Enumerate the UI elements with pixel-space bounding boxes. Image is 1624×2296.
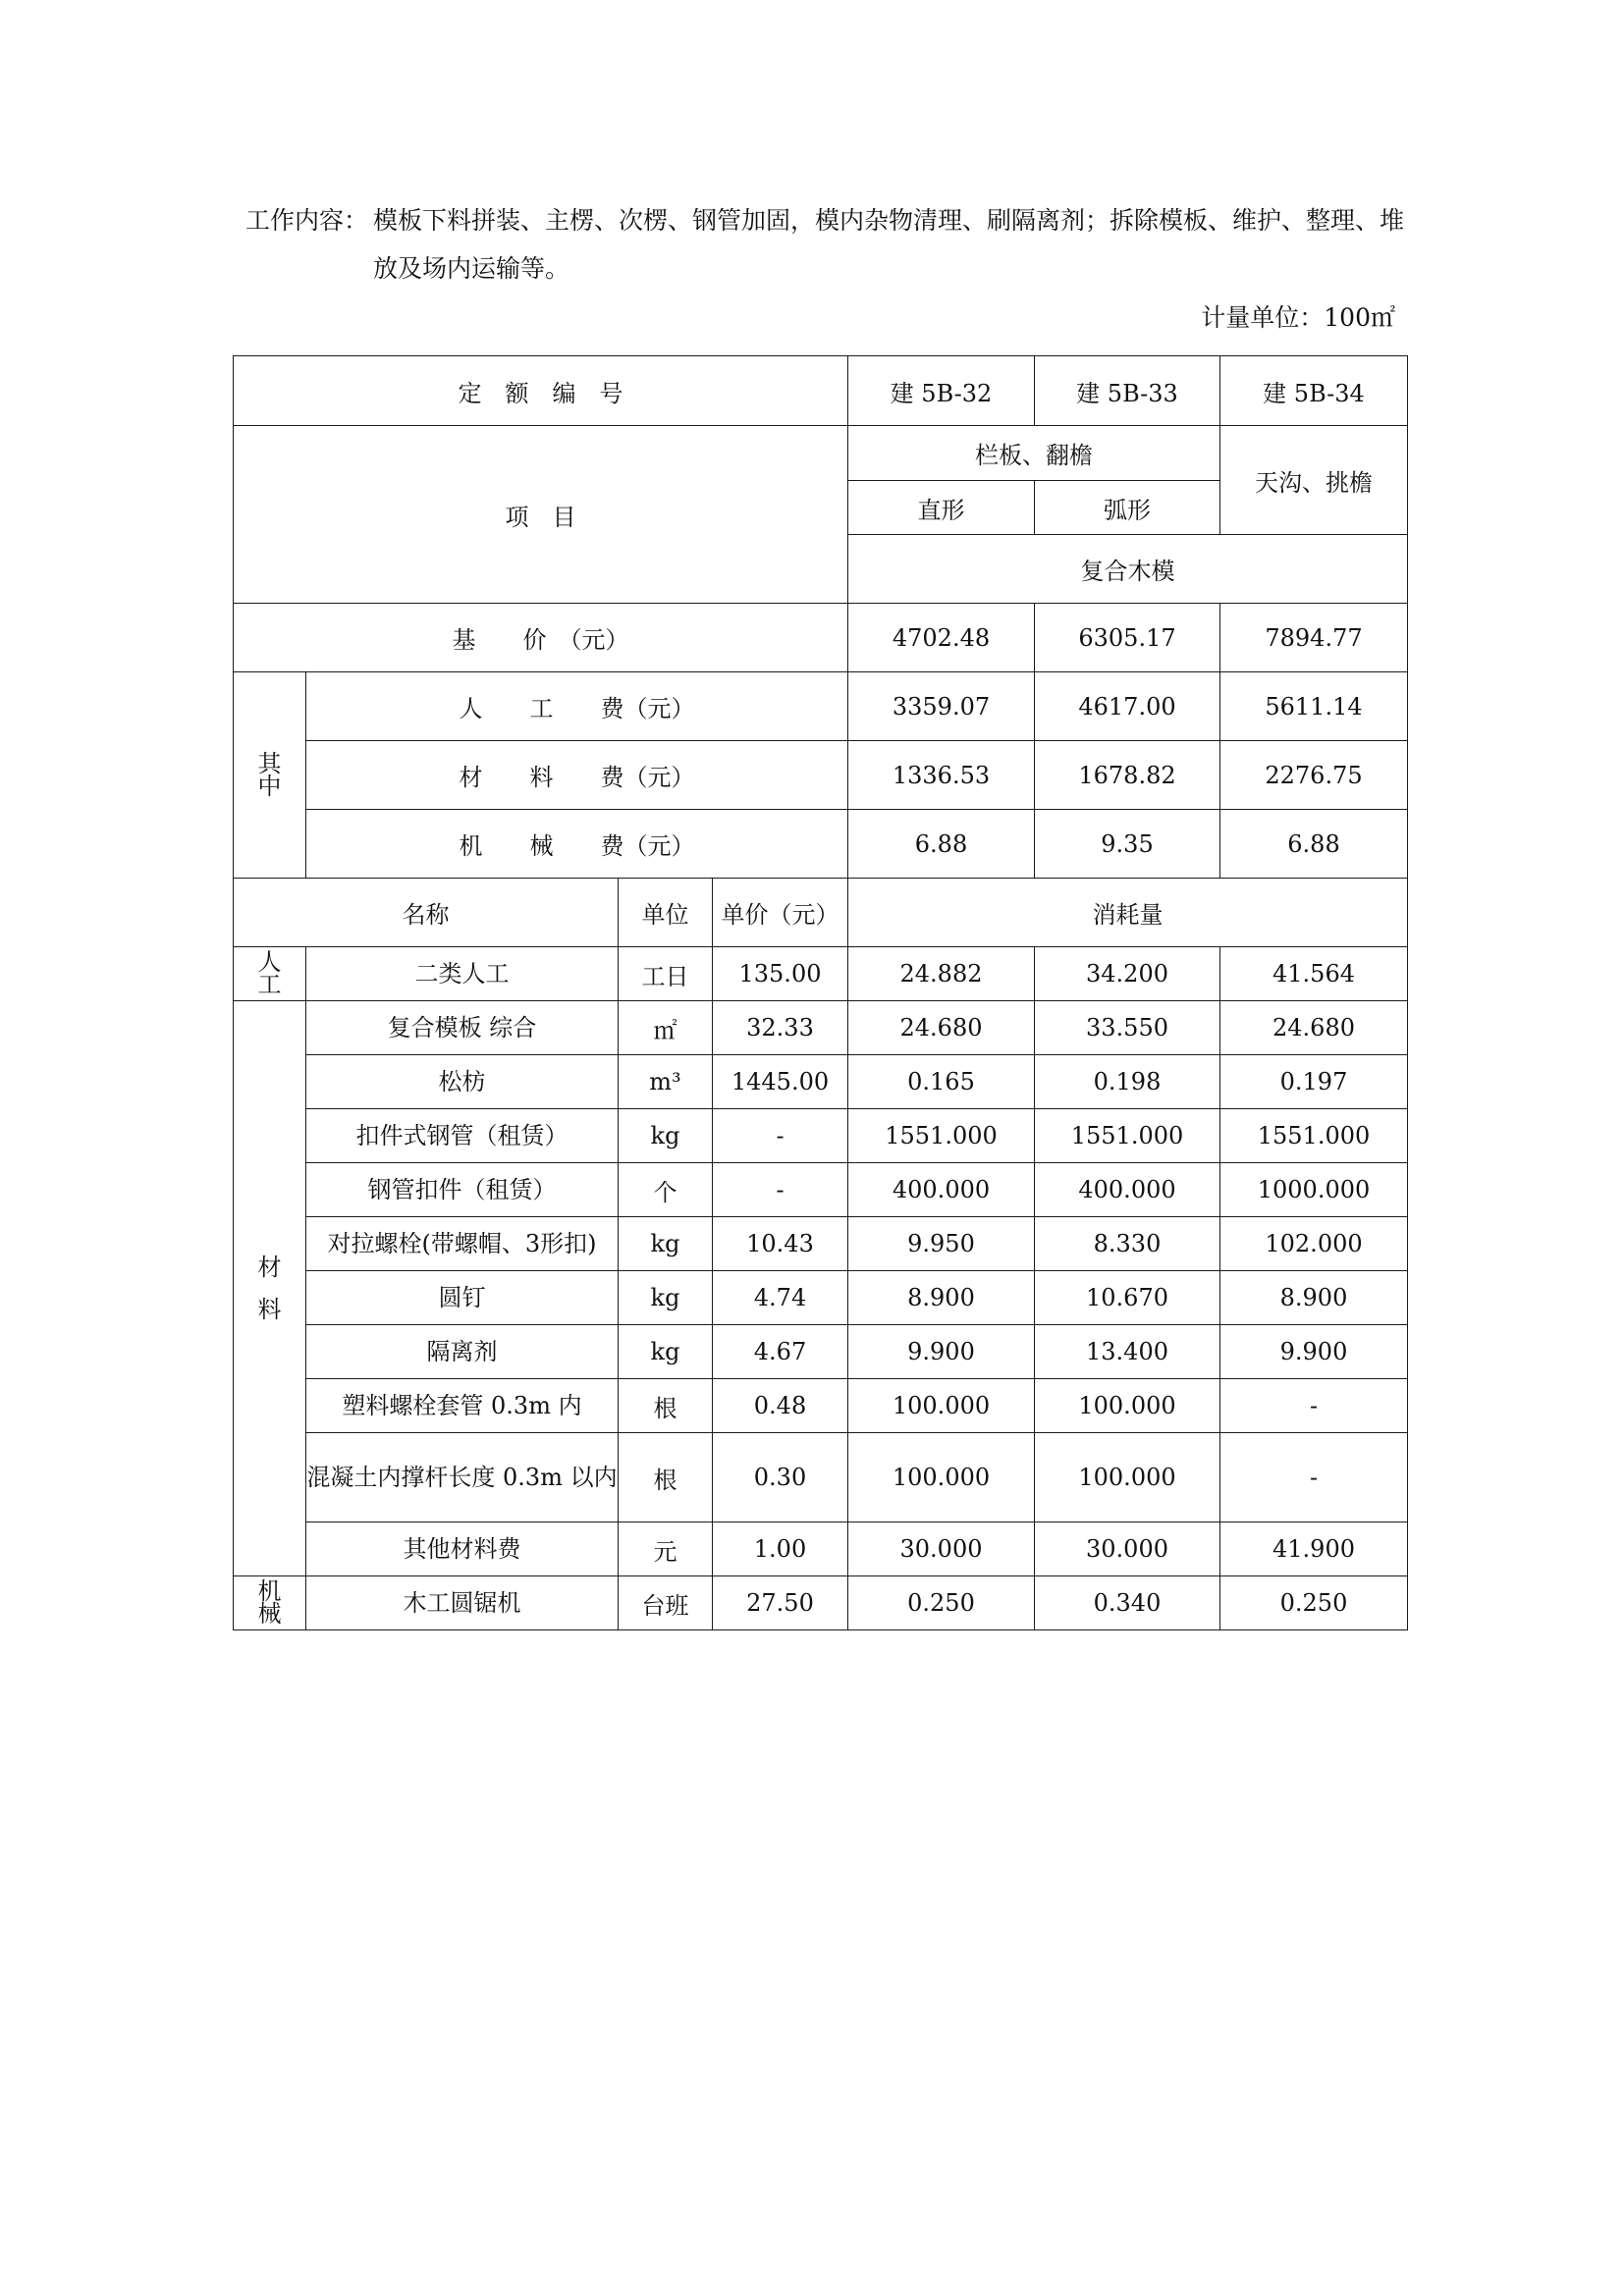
cost-value: 1678.82 xyxy=(1035,741,1220,810)
material-row xyxy=(234,1325,1408,1379)
cost-label: 材 料 费（元） xyxy=(306,741,848,810)
consumption-value: 1000.000 xyxy=(1220,1163,1408,1217)
cost-label: 机 械 费（元） xyxy=(306,810,848,879)
resource-price: 4.67 xyxy=(713,1325,848,1379)
consumption-value: 0.340 xyxy=(1035,1576,1220,1630)
consumption-value: 1551.000 xyxy=(848,1109,1035,1163)
resource-price: 27.50 xyxy=(713,1576,848,1630)
work-content-text: 模板下料拼装、主楞、次楞、钢管加固，模内杂物清理、刷隔离剂；拆除模板、维护、整理、堆放及场内运输等。 xyxy=(373,206,1405,283)
resource-unit: 个 xyxy=(619,1163,713,1217)
resource-price: 1445.00 xyxy=(713,1055,848,1109)
consumption-value: 33.550 xyxy=(1035,1001,1220,1055)
consumption-value: 102.000 xyxy=(1220,1217,1408,1271)
resource-price: 10.43 xyxy=(713,1217,848,1271)
cost-value: 9.35 xyxy=(1035,810,1220,879)
consumption-value: 9.950 xyxy=(848,1217,1035,1271)
consumption-value: 30.000 xyxy=(1035,1522,1220,1576)
consumption-value: 24.882 xyxy=(848,947,1035,1001)
resource-name: 隔离剂 xyxy=(306,1325,619,1379)
name-header: 名称 xyxy=(234,879,619,947)
resource-unit: 工日 xyxy=(619,947,713,1001)
base-price-value: 4702.48 xyxy=(848,604,1035,672)
resource-price: 135.00 xyxy=(713,947,848,1001)
labor-cost-row xyxy=(234,672,1408,741)
resource-name: 复合模板 综合 xyxy=(306,1001,619,1055)
consumption-value: 0.250 xyxy=(848,1576,1035,1630)
resource-name: 其他材料费 xyxy=(306,1522,619,1576)
cost-value: 6.88 xyxy=(848,810,1035,879)
cost-value: 4617.00 xyxy=(1035,672,1220,741)
material-row xyxy=(234,1055,1408,1109)
labor-category: 人 工 xyxy=(234,947,306,1001)
resource-name: 松枋 xyxy=(306,1055,619,1109)
resource-unit: kg xyxy=(619,1217,713,1271)
consumption-value: 100.000 xyxy=(848,1379,1035,1433)
material-row xyxy=(234,1109,1408,1163)
cost-value: 5611.14 xyxy=(1220,672,1408,741)
resource-name: 对拉螺栓(带螺帽、3形扣) xyxy=(306,1217,619,1271)
consumption-value: 1551.000 xyxy=(1035,1109,1220,1163)
work-content-label: 工作内容： xyxy=(245,206,369,235)
among-label: 其 中 xyxy=(234,672,306,879)
consumption-value: 0.197 xyxy=(1220,1055,1408,1109)
consumption-value: 24.680 xyxy=(1220,1001,1408,1055)
consumption-value: - xyxy=(1220,1379,1408,1433)
resource-price: 32.33 xyxy=(713,1001,848,1055)
base-price-label: 基 价 （元） xyxy=(234,604,848,672)
item-header-row xyxy=(234,426,1408,481)
group-header-parapet: 栏板、翻檐 xyxy=(848,426,1220,481)
resource-name: 扣件式钢管（租赁） xyxy=(306,1109,619,1163)
consumption-header: 消耗量 xyxy=(848,879,1408,947)
measurement-unit: 计量单位：100㎡ xyxy=(1201,303,1395,332)
resource-name: 钢管扣件（租赁） xyxy=(306,1163,619,1217)
resource-price: - xyxy=(713,1163,848,1217)
material-row xyxy=(234,1163,1408,1217)
base-price-value: 7894.77 xyxy=(1220,604,1408,672)
consumption-value: 8.900 xyxy=(1220,1271,1408,1325)
resource-price: 4.74 xyxy=(713,1271,848,1325)
machine-row xyxy=(234,1576,1408,1630)
base-price-value: 6305.17 xyxy=(1035,604,1220,672)
resource-name: 圆钉 xyxy=(306,1271,619,1325)
resource-unit: kg xyxy=(619,1325,713,1379)
resource-unit: 元 xyxy=(619,1522,713,1576)
resource-price: 1.00 xyxy=(713,1522,848,1576)
material-category: 材 料 xyxy=(234,1001,306,1576)
cost-value: 1336.53 xyxy=(848,741,1035,810)
consumption-value: 41.564 xyxy=(1220,947,1408,1001)
material-row xyxy=(234,1271,1408,1325)
resource-name: 塑料螺栓套管 0.3m 内 xyxy=(306,1379,619,1433)
quota-code-row xyxy=(234,356,1408,426)
resource-unit: m³ xyxy=(619,1055,713,1109)
subtype-arc: 弧形 xyxy=(1035,481,1220,535)
resource-unit: 根 xyxy=(619,1433,713,1522)
resource-unit: 根 xyxy=(619,1379,713,1433)
consumption-value: 13.400 xyxy=(1035,1325,1220,1379)
material-row xyxy=(234,1433,1408,1522)
unit-header: 单位 xyxy=(619,879,713,947)
material-row xyxy=(234,1522,1408,1576)
cost-value: 6.88 xyxy=(1220,810,1408,879)
consumption-value: 100.000 xyxy=(1035,1433,1220,1522)
consumption-value: - xyxy=(1220,1433,1408,1522)
consumption-value: 100.000 xyxy=(1035,1379,1220,1433)
consumption-value: 0.198 xyxy=(1035,1055,1220,1109)
cost-value: 3359.07 xyxy=(848,672,1035,741)
consumption-value: 0.250 xyxy=(1220,1576,1408,1630)
quota-code: 建 5B-32 xyxy=(848,356,1035,426)
machine-category: 机 械 xyxy=(234,1576,306,1630)
material-row xyxy=(234,1001,1408,1055)
cost-label: 人 工 费（元） xyxy=(306,672,848,741)
material-row xyxy=(234,1379,1408,1433)
resource-name: 二类人工 xyxy=(306,947,619,1001)
quota-code: 建 5B-34 xyxy=(1220,356,1408,426)
material-row xyxy=(234,1217,1408,1271)
resource-unit: kg xyxy=(619,1271,713,1325)
quota-table xyxy=(233,355,1408,1630)
consumption-value: 8.900 xyxy=(848,1271,1035,1325)
consumption-value: 9.900 xyxy=(848,1325,1035,1379)
resource-price: 0.48 xyxy=(713,1379,848,1433)
resource-unit: kg xyxy=(619,1109,713,1163)
consumption-value: 24.680 xyxy=(848,1001,1035,1055)
consumption-value: 400.000 xyxy=(1035,1163,1220,1217)
consumption-value: 8.330 xyxy=(1035,1217,1220,1271)
consumption-value: 34.200 xyxy=(1035,947,1220,1001)
base-price-row xyxy=(234,604,1408,672)
resource-name: 木工圆锯机 xyxy=(306,1576,619,1630)
resource-unit: ㎡ xyxy=(619,1001,713,1055)
resource-price: 0.30 xyxy=(713,1433,848,1522)
cost-value: 2276.75 xyxy=(1220,741,1408,810)
machine-cost-row xyxy=(234,810,1408,879)
consumption-value: 10.670 xyxy=(1035,1271,1220,1325)
group-header-gutter: 天沟、挑檐 xyxy=(1220,426,1408,535)
price-header: 单价（元） xyxy=(713,879,848,947)
consumption-value: 41.900 xyxy=(1220,1522,1408,1576)
consumption-value: 400.000 xyxy=(848,1163,1035,1217)
subtype-straight: 直形 xyxy=(848,481,1035,535)
formwork-type: 复合木模 xyxy=(848,535,1408,604)
item-label: 项 目 xyxy=(234,426,848,604)
labor-row xyxy=(234,947,1408,1001)
quota-code-label: 定 额 编 号 xyxy=(234,356,848,426)
resource-price: - xyxy=(713,1109,848,1163)
consumption-value: 1551.000 xyxy=(1220,1109,1408,1163)
quota-code: 建 5B-33 xyxy=(1035,356,1220,426)
consumption-value: 100.000 xyxy=(848,1433,1035,1522)
resource-unit: 台班 xyxy=(619,1576,713,1630)
consumption-value: 9.900 xyxy=(1220,1325,1408,1379)
column-header-row xyxy=(234,879,1408,947)
resource-name: 混凝土内撑杆长度 0.3m 以内 xyxy=(306,1433,619,1522)
consumption-value: 0.165 xyxy=(848,1055,1035,1109)
consumption-value: 30.000 xyxy=(848,1522,1035,1576)
work-content xyxy=(245,196,1404,293)
material-cost-row xyxy=(234,741,1408,810)
